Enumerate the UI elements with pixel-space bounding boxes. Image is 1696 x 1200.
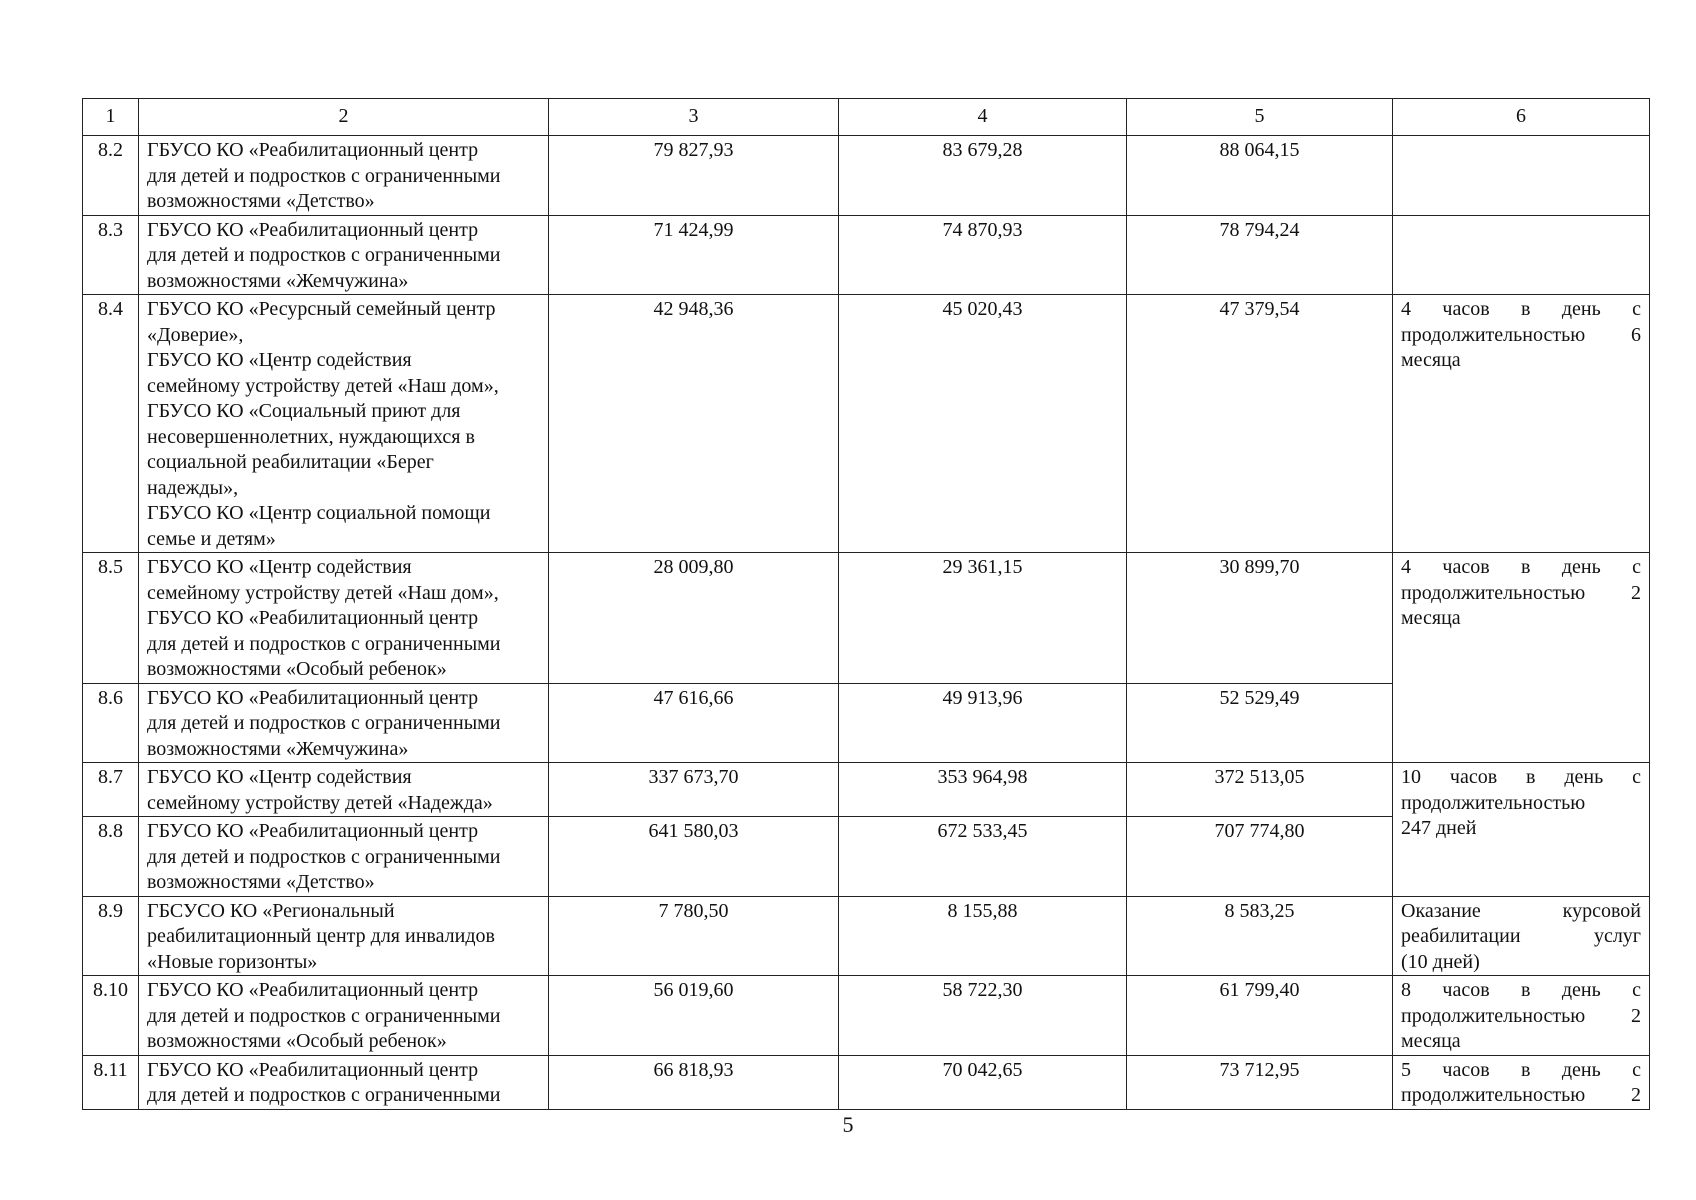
value-col-3: 79 827,93 (549, 136, 839, 216)
value-col-5: 73 712,95 (1127, 1055, 1393, 1109)
note-line: продолжительностью (1401, 791, 1586, 814)
value-col-5: 30 899,70 (1127, 553, 1393, 684)
row-number: 8.10 (83, 976, 139, 1056)
note-line: месяца (1401, 1030, 1461, 1052)
organization-name: ГБУСО КО «Центр содействия семейному устройству детей «Наш дом», ГБУСО КО «Реабилитационный центр для детей и подростков с ограниченными возможностями «Особый ребенок» (139, 553, 549, 684)
services-cost-table (82, 98, 1650, 1110)
value-col-3: 337 673,70 (549, 763, 839, 817)
note-line: продолжительностью 2 (1401, 1084, 1641, 1106)
note-cell (1393, 553, 1650, 763)
value-col-4: 29 361,15 (839, 553, 1127, 684)
value-col-5: 52 529,49 (1127, 683, 1393, 763)
header-col-5: 5 (1127, 99, 1393, 136)
organization-name: ГБУСО КО «Центр содействия семейному устройству детей «Надежда» (139, 763, 549, 817)
note-cell (1393, 215, 1650, 295)
note-line: 4 часов в день с (1401, 298, 1641, 320)
row-number: 8.5 (83, 553, 139, 684)
value-col-4: 353 964,98 (839, 763, 1127, 817)
note-line: месяца (1401, 607, 1461, 629)
value-col-4: 8 155,88 (839, 896, 1127, 976)
note-cell (1393, 976, 1650, 1056)
row-number: 8.6 (83, 683, 139, 763)
note-cell (1393, 896, 1650, 976)
value-col-3: 56 019,60 (549, 976, 839, 1056)
organization-name: ГБУСО КО «Ресурсный семейный центр «Доверие», ГБУСО КО «Центр содействия семейному устройству детей «Наш дом», ГБУСО КО «Социальный приют для несовершеннолетних, нуждающихся в социальной реабилитации «Берег надежды», ГБУСО КО «Центр социальной помощи семье и детям» (139, 295, 549, 553)
value-col-4: 83 679,28 (839, 136, 1127, 216)
value-col-3: 66 818,93 (549, 1055, 839, 1109)
table-row (83, 553, 1650, 684)
value-col-4: 58 722,30 (839, 976, 1127, 1056)
header-col-6: 6 (1393, 99, 1650, 136)
note-line: Оказание курсовой (1401, 899, 1641, 922)
header-col-1: 1 (83, 99, 139, 136)
value-col-5: 8 583,25 (1127, 896, 1393, 976)
header-col-3: 3 (549, 99, 839, 136)
table-row (83, 976, 1650, 1056)
note-cell (1393, 136, 1650, 216)
value-col-5: 47 379,54 (1127, 295, 1393, 553)
table-row (83, 215, 1650, 295)
value-col-3: 7 780,50 (549, 896, 839, 976)
row-number: 8.2 (83, 136, 139, 216)
note-line: 8 часов в день с (1401, 979, 1641, 1001)
organization-name: ГБУСО КО «Реабилитационный центр для детей и подростков с ограниченными возможностями «Жемчужина» (139, 215, 549, 295)
row-number: 8.9 (83, 896, 139, 976)
value-col-3: 641 580,03 (549, 817, 839, 897)
row-number: 8.7 (83, 763, 139, 817)
table-row (83, 295, 1650, 553)
table-row (83, 763, 1650, 817)
value-col-3: 28 009,80 (549, 553, 839, 684)
value-col-4: 49 913,96 (839, 683, 1127, 763)
row-number: 8.11 (83, 1055, 139, 1109)
note-line: реабилитации услуг (1401, 925, 1641, 947)
row-number: 8.4 (83, 295, 139, 553)
table-header-row (83, 99, 1650, 136)
header-col-4: 4 (839, 99, 1127, 136)
organization-name: ГБУСО КО «Реабилитационный центр для детей и подростков с ограниченными (139, 1055, 549, 1109)
note-line: продолжительностью 2 (1401, 1004, 1641, 1027)
note-cell (1393, 763, 1650, 897)
table-row (83, 896, 1650, 976)
organization-name: ГБУСО КО «Реабилитационный центр для детей и подростков с ограниченными возможностями «Детство» (139, 136, 549, 216)
organization-name: ГБСУСО КО «Региональный реабилитационный центр для инвалидов «Новые горизонты» (139, 896, 549, 976)
organization-name: ГБУСО КО «Реабилитационный центр для детей и подростков с ограниченными возможностями «Жемчужина» (139, 683, 549, 763)
row-number: 8.8 (83, 817, 139, 897)
value-col-4: 672 533,45 (839, 817, 1127, 897)
row-number: 8.3 (83, 215, 139, 295)
note-line: (10 дней) (1401, 950, 1480, 973)
note-cell (1393, 1055, 1650, 1109)
table-row (83, 136, 1650, 216)
note-line: месяца (1401, 349, 1461, 371)
note-line: продолжительностью 2 (1401, 581, 1641, 604)
value-col-4: 45 020,43 (839, 295, 1127, 553)
value-col-5: 88 064,15 (1127, 136, 1393, 216)
value-col-5: 707 774,80 (1127, 817, 1393, 897)
note-line: 4 часов в день с (1401, 556, 1641, 578)
note-cell (1393, 295, 1650, 553)
value-col-3: 42 948,36 (549, 295, 839, 553)
note-line: 5 часов в день с (1401, 1058, 1641, 1081)
value-col-3: 71 424,99 (549, 215, 839, 295)
value-col-3: 47 616,66 (549, 683, 839, 763)
note-line: 10 часов в день с (1401, 766, 1641, 788)
value-col-5: 61 799,40 (1127, 976, 1393, 1056)
value-col-4: 70 042,65 (839, 1055, 1127, 1109)
note-line: 247 дней (1401, 817, 1477, 839)
organization-name: ГБУСО КО «Реабилитационный центр для детей и подростков с ограниченными возможностями «Детство» (139, 817, 549, 897)
value-col-5: 78 794,24 (1127, 215, 1393, 295)
organization-name: ГБУСО КО «Реабилитационный центр для детей и подростков с ограниченными возможностями «Особый ребенок» (139, 976, 549, 1056)
note-line: продолжительностью 6 (1401, 323, 1641, 346)
page-number: 5 (842, 1112, 854, 1137)
table-row (83, 1055, 1650, 1109)
value-col-4: 74 870,93 (839, 215, 1127, 295)
value-col-5: 372 513,05 (1127, 763, 1393, 817)
header-col-2: 2 (139, 99, 549, 136)
